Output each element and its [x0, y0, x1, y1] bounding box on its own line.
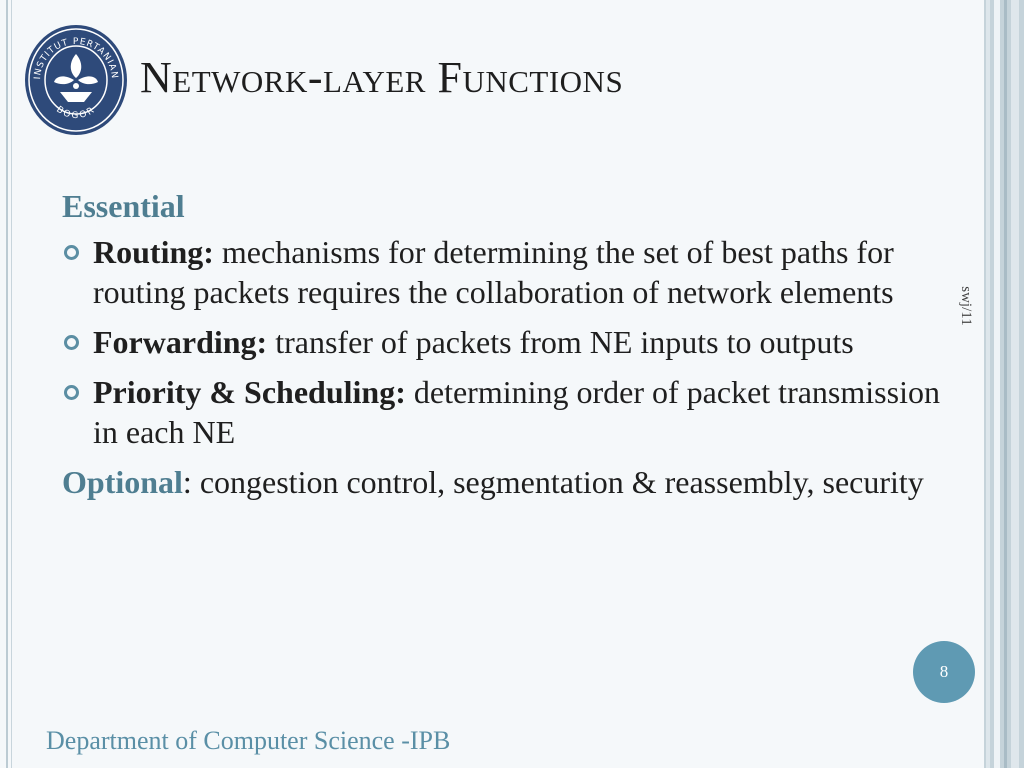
logo-top-text: INSTITUT PERTANIAN: [32, 36, 120, 80]
optional-line: [62, 462, 962, 502]
right-decorative-strip: [984, 0, 1024, 768]
slide-body: [62, 186, 962, 502]
logo-bottom-text: BOGOR: [54, 104, 98, 122]
list-item: [62, 322, 962, 362]
page-number: 8: [939, 662, 949, 681]
left-border-line: [6, 0, 8, 768]
item-label: Forwarding:: [93, 324, 268, 360]
footer-text: Department of Computer Science -IPB: [46, 726, 451, 755]
bullet-icon: [64, 335, 79, 350]
ipb-logo: [24, 24, 128, 136]
item-label: Priority & Scheduling:: [93, 374, 406, 410]
side-note: swj/11: [958, 286, 974, 326]
slide-title: Network-layer Functions: [140, 53, 624, 102]
bullet-icon: [64, 245, 79, 260]
left-border-line-thin: [11, 0, 12, 768]
item-label: Routing:: [93, 234, 214, 270]
item-text: determining order of packet transmission in each NE: [93, 374, 940, 450]
item-text: mechanisms for determining the set of best paths for routing packets requires the collaboration of network elements: [93, 234, 894, 310]
list-item: [62, 372, 962, 452]
page-number-badge: [913, 641, 975, 703]
item-text: transfer of packets from NE inputs to outputs: [267, 324, 854, 360]
optional-text: : congestion control, segmentation & reassembly, security: [182, 464, 924, 500]
bullet-icon: [64, 385, 79, 400]
list-item: [62, 232, 962, 312]
essential-heading: Essential: [62, 188, 185, 224]
optional-label: Optional: [62, 464, 183, 500]
